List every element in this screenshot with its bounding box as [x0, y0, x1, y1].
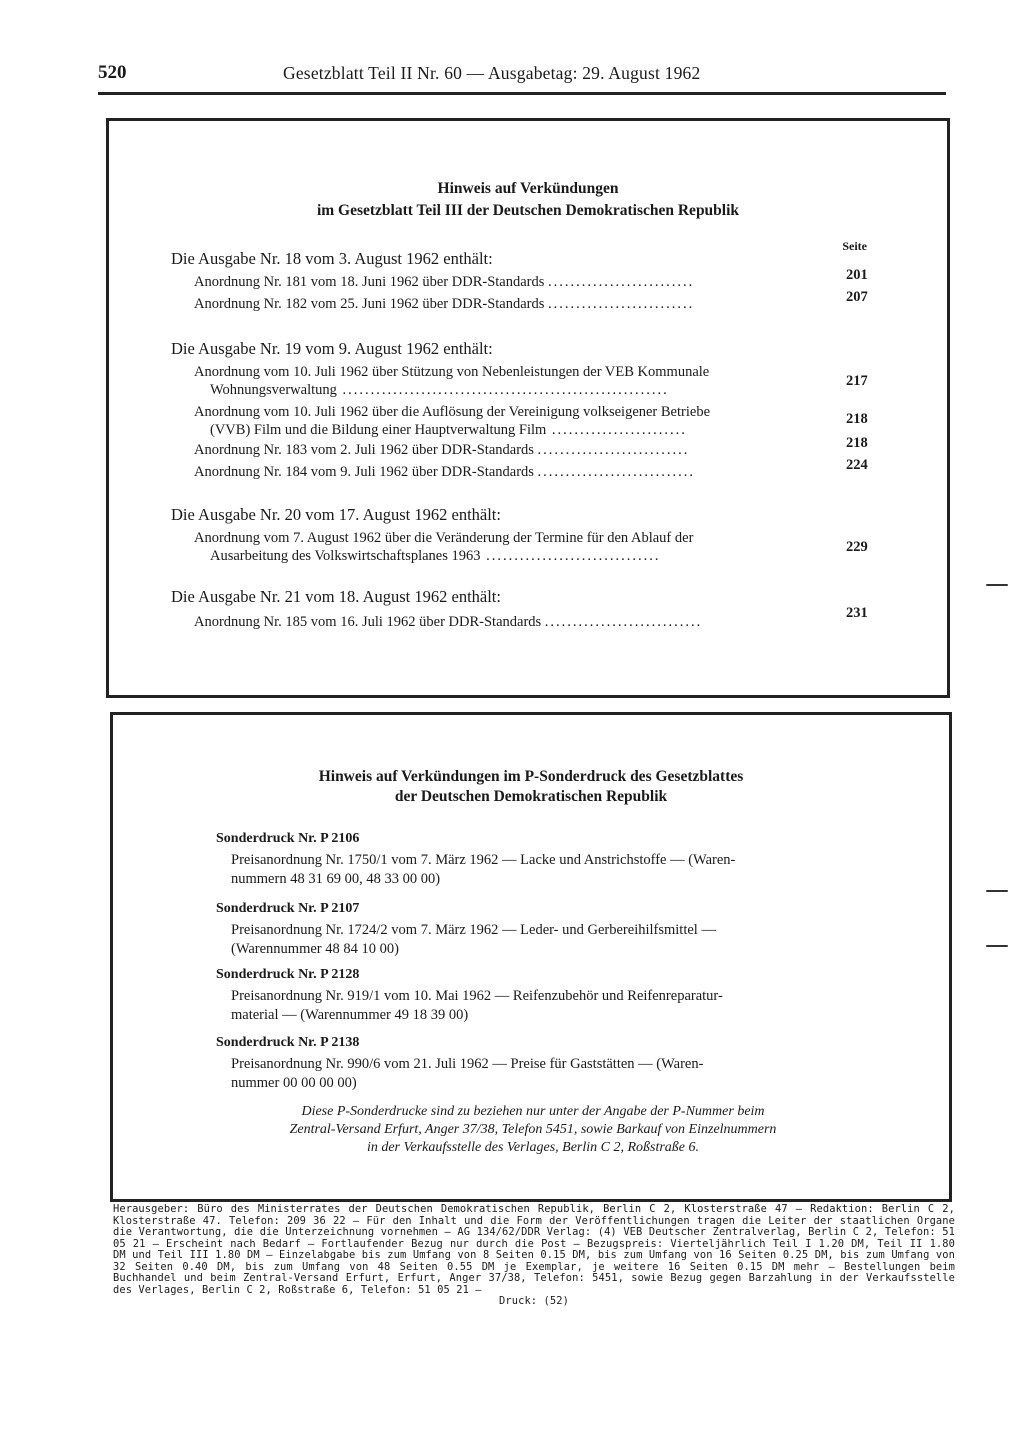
- toc-entry: Anordnung Nr. 184 vom 9. Juli 1962 über DDR-Standards ............................: [194, 464, 696, 480]
- margin-mark: [986, 945, 1008, 947]
- impressum-text: Herausgeber: Büro des Ministerrates der Deutschen Demokratischen Republik, Berlin C 2, Klosterstraße 47 — Redaktion: Berlin C 2, Klosterstraße 47. Telefon: 209 36 22 — Für den Inhalt und die Form der Veröffentlichungen tragen die Leiter der staatlichen Organe die Verantwortung, die die Unterzeichnung vornehmen — AG 134/62/DDR Verlag: (4) VEB Deutscher Zentralverlag, Berlin C 2, Telefon: 51 05 21 — Erscheint nach Bedarf — Fortlaufender Bezug nur durch die Post — Bezugspreis: Vierteljährlich Teil I 1.20 DM, Teil II 1.80 DM und Teil III 1.80 DM — Einzelabgabe bis zum Umfang von 8 Seiten 0.15 DM, bis zum Umfang von 16 Seiten 0.25 DM, bis zum Umfang von 32 Seiten 0.40 DM, bis zum Umfang von 48 Seiten 0.55 DM je Exemplar, je weitere 16 Seiten 0.15 DM mehr — Bestellungen beim Buchhandel und beim Zentral-Versand Erfurt, Erfurt, Anger 37/38, Telefon: 5451, sowie Bezug gegen Barzahlung in der Verkaufsstelle des Verlages, Berlin C 2, Roßstraße 6, Telefon: 51 05 21 —: [113, 1203, 955, 1296]
- page-header: [98, 62, 946, 95]
- entry-page: 218: [846, 411, 868, 427]
- entry-text: Anordnung vom 10. Juli 1962 über die Auflösung der Vereinigung volkseigener Betriebe: [194, 404, 711, 420]
- sonderdruck-line: (Warennummer 48 84 10 00): [231, 941, 399, 957]
- sonderdruck-line: Preisanordnung Nr. 990/6 vom 21. Juli 1962 — Preise für Gaststätten — (Waren-: [231, 1056, 704, 1072]
- toc-entry: Anordnung Nr. 185 vom 16. Juli 1962 über DDR-Standards ............................: [194, 614, 703, 630]
- entry-page: 224: [846, 457, 868, 473]
- toc-entry: Anordnung Nr. 183 vom 2. Juli 1962 über DDR-Standards ...........................: [194, 442, 690, 458]
- druck-note: Druck: (52): [499, 1295, 569, 1307]
- sonderdruck-line: nummer 00 00 00 00): [231, 1075, 357, 1091]
- sonderdruck-line: Preisanordnung Nr. 1724/2 vom 7. März 1962 — Leder- und Gerbereihilfsmittel —: [231, 922, 716, 938]
- entry-text: Anordnung Nr. 182 vom 25. Juni 1962 über DDR-Standards: [194, 296, 545, 312]
- entry-text: Anordnung vom 7. August 1962 über die Veränderung der Termine für den Ablauf der: [194, 530, 694, 546]
- box1-title-line1: Hinweis auf Verkündungen: [437, 180, 619, 197]
- notice-box-teil-iii: [106, 118, 950, 698]
- toc-entry: Anordnung vom 7. August 1962 über die Veränderung der Termine für den Ablauf der Ausarbeitung des Volkswirtschaftsplanes 1963 ...............................: [194, 530, 694, 564]
- entry-page: 229: [846, 539, 868, 555]
- toc-entry: Anordnung vom 10. Juli 1962 über Stützung von Nebenleistungen der VEB Kommunale Wohnungsverwaltung ..........................................................: [194, 364, 710, 398]
- ordering-note: [213, 1103, 853, 1157]
- entry-page: 201: [846, 267, 868, 283]
- entry-text-cont: Wohnungsverwaltung: [210, 382, 337, 398]
- running-title: Gesetzblatt Teil II Nr. 60 — Ausgabetag: 29. August 1962: [283, 63, 701, 83]
- sonderdruck-text: [231, 851, 851, 889]
- box1-title-line2: im Gesetzblatt Teil III der Deutschen Demokratischen Republik: [316, 202, 740, 219]
- margin-mark: [986, 584, 1008, 586]
- sonderdruck-line: Preisanordnung Nr. 1750/1 vom 7. März 1962 — Lacke und Anstrichstoffe — (Waren-: [231, 852, 736, 868]
- entry-text: Anordnung Nr. 183 vom 2. Juli 1962 über DDR-Standards: [194, 442, 534, 458]
- entry-text: Anordnung Nr. 181 vom 18. Juni 1962 über DDR-Standards: [194, 274, 545, 290]
- issue-heading: Die Ausgabe Nr. 21 vom 18. August 1962 enthält:: [171, 587, 501, 606]
- sonderdruck-line: material — (Warennummer 49 18 39 00): [231, 1007, 469, 1023]
- issue-heading: Die Ausgabe Nr. 18 vom 3. August 1962 enthält:: [171, 249, 493, 268]
- toc-entry: Anordnung vom 10. Juli 1962 über die Auflösung der Vereinigung volkseigener Betriebe (VVB) Film und die Bildung einer Hauptverwaltung Film ........................: [194, 404, 711, 438]
- seite-column-label: Seite: [842, 239, 867, 253]
- notice-box-p-sonderdruck: [110, 712, 952, 1202]
- box2-title-line2: der Deutschen Demokratischen Republik: [394, 788, 668, 805]
- sonderdruck-heading: Sonderdruck Nr. P 2138: [216, 1035, 360, 1050]
- entry-page: 217: [846, 373, 868, 389]
- entry-text-cont: (VVB) Film und die Bildung einer Hauptverwaltung Film: [210, 422, 547, 438]
- ordering-note-line: in der Verkaufsstelle des Verlages, Berlin C 2, Roßstraße 6.: [366, 1140, 700, 1155]
- toc-entry: Anordnung Nr. 182 vom 25. Juni 1962 über DDR-Standards ..........................: [194, 296, 695, 312]
- box2-title-line1: Hinweis auf Verkündungen im P-Sonderdruck des Gesetzblattes: [318, 768, 744, 785]
- sonderdruck-heading: Sonderdruck Nr. P 2106: [216, 831, 360, 846]
- toc-entry: Anordnung Nr. 181 vom 18. Juni 1962 über DDR-Standards ..........................: [194, 274, 695, 290]
- entry-text-cont: Ausarbeitung des Volkswirtschaftsplanes 1963: [210, 548, 481, 564]
- impressum: [113, 1204, 955, 1308]
- entry-page: 218: [846, 435, 868, 451]
- sonderdruck-line: Preisanordnung Nr. 919/1 vom 10. Mai 1962 — Reifenzubehör und Reifenreparatur-: [231, 988, 723, 1004]
- ordering-note-line: Diese P-Sonderdrucke sind zu beziehen nur unter der Angabe der P-Nummer beim: [301, 1104, 765, 1119]
- sonderdruck-text: [231, 1055, 851, 1093]
- page-number: 520: [98, 62, 127, 83]
- sonderdruck-text: [231, 921, 851, 959]
- entry-text: Anordnung vom 10. Juli 1962 über Stützung von Nebenleistungen der VEB Kommunale: [194, 364, 710, 380]
- issue-heading: Die Ausgabe Nr. 20 vom 17. August 1962 enthält:: [171, 505, 501, 524]
- entry-page: 231: [846, 605, 868, 621]
- sonderdruck-text: [231, 987, 851, 1025]
- entry-text: Anordnung Nr. 184 vom 9. Juli 1962 über DDR-Standards: [194, 464, 534, 480]
- sonderdruck-heading: Sonderdruck Nr. P 2128: [216, 967, 360, 982]
- margin-mark: [986, 890, 1008, 892]
- sonderdruck-heading: Sonderdruck Nr. P 2107: [216, 901, 360, 916]
- issue-heading: Die Ausgabe Nr. 19 vom 9. August 1962 enthält:: [171, 339, 493, 358]
- sonderdruck-line: nummern 48 31 69 00, 48 33 00 00): [231, 871, 441, 887]
- ordering-note-line: Zentral-Versand Erfurt, Anger 37/38, Telefon 5451, sowie Barkauf von Einzelnummern: [289, 1122, 777, 1137]
- entry-page: 207: [846, 289, 868, 305]
- entry-text: Anordnung Nr. 185 vom 16. Juli 1962 über DDR-Standards: [194, 614, 542, 630]
